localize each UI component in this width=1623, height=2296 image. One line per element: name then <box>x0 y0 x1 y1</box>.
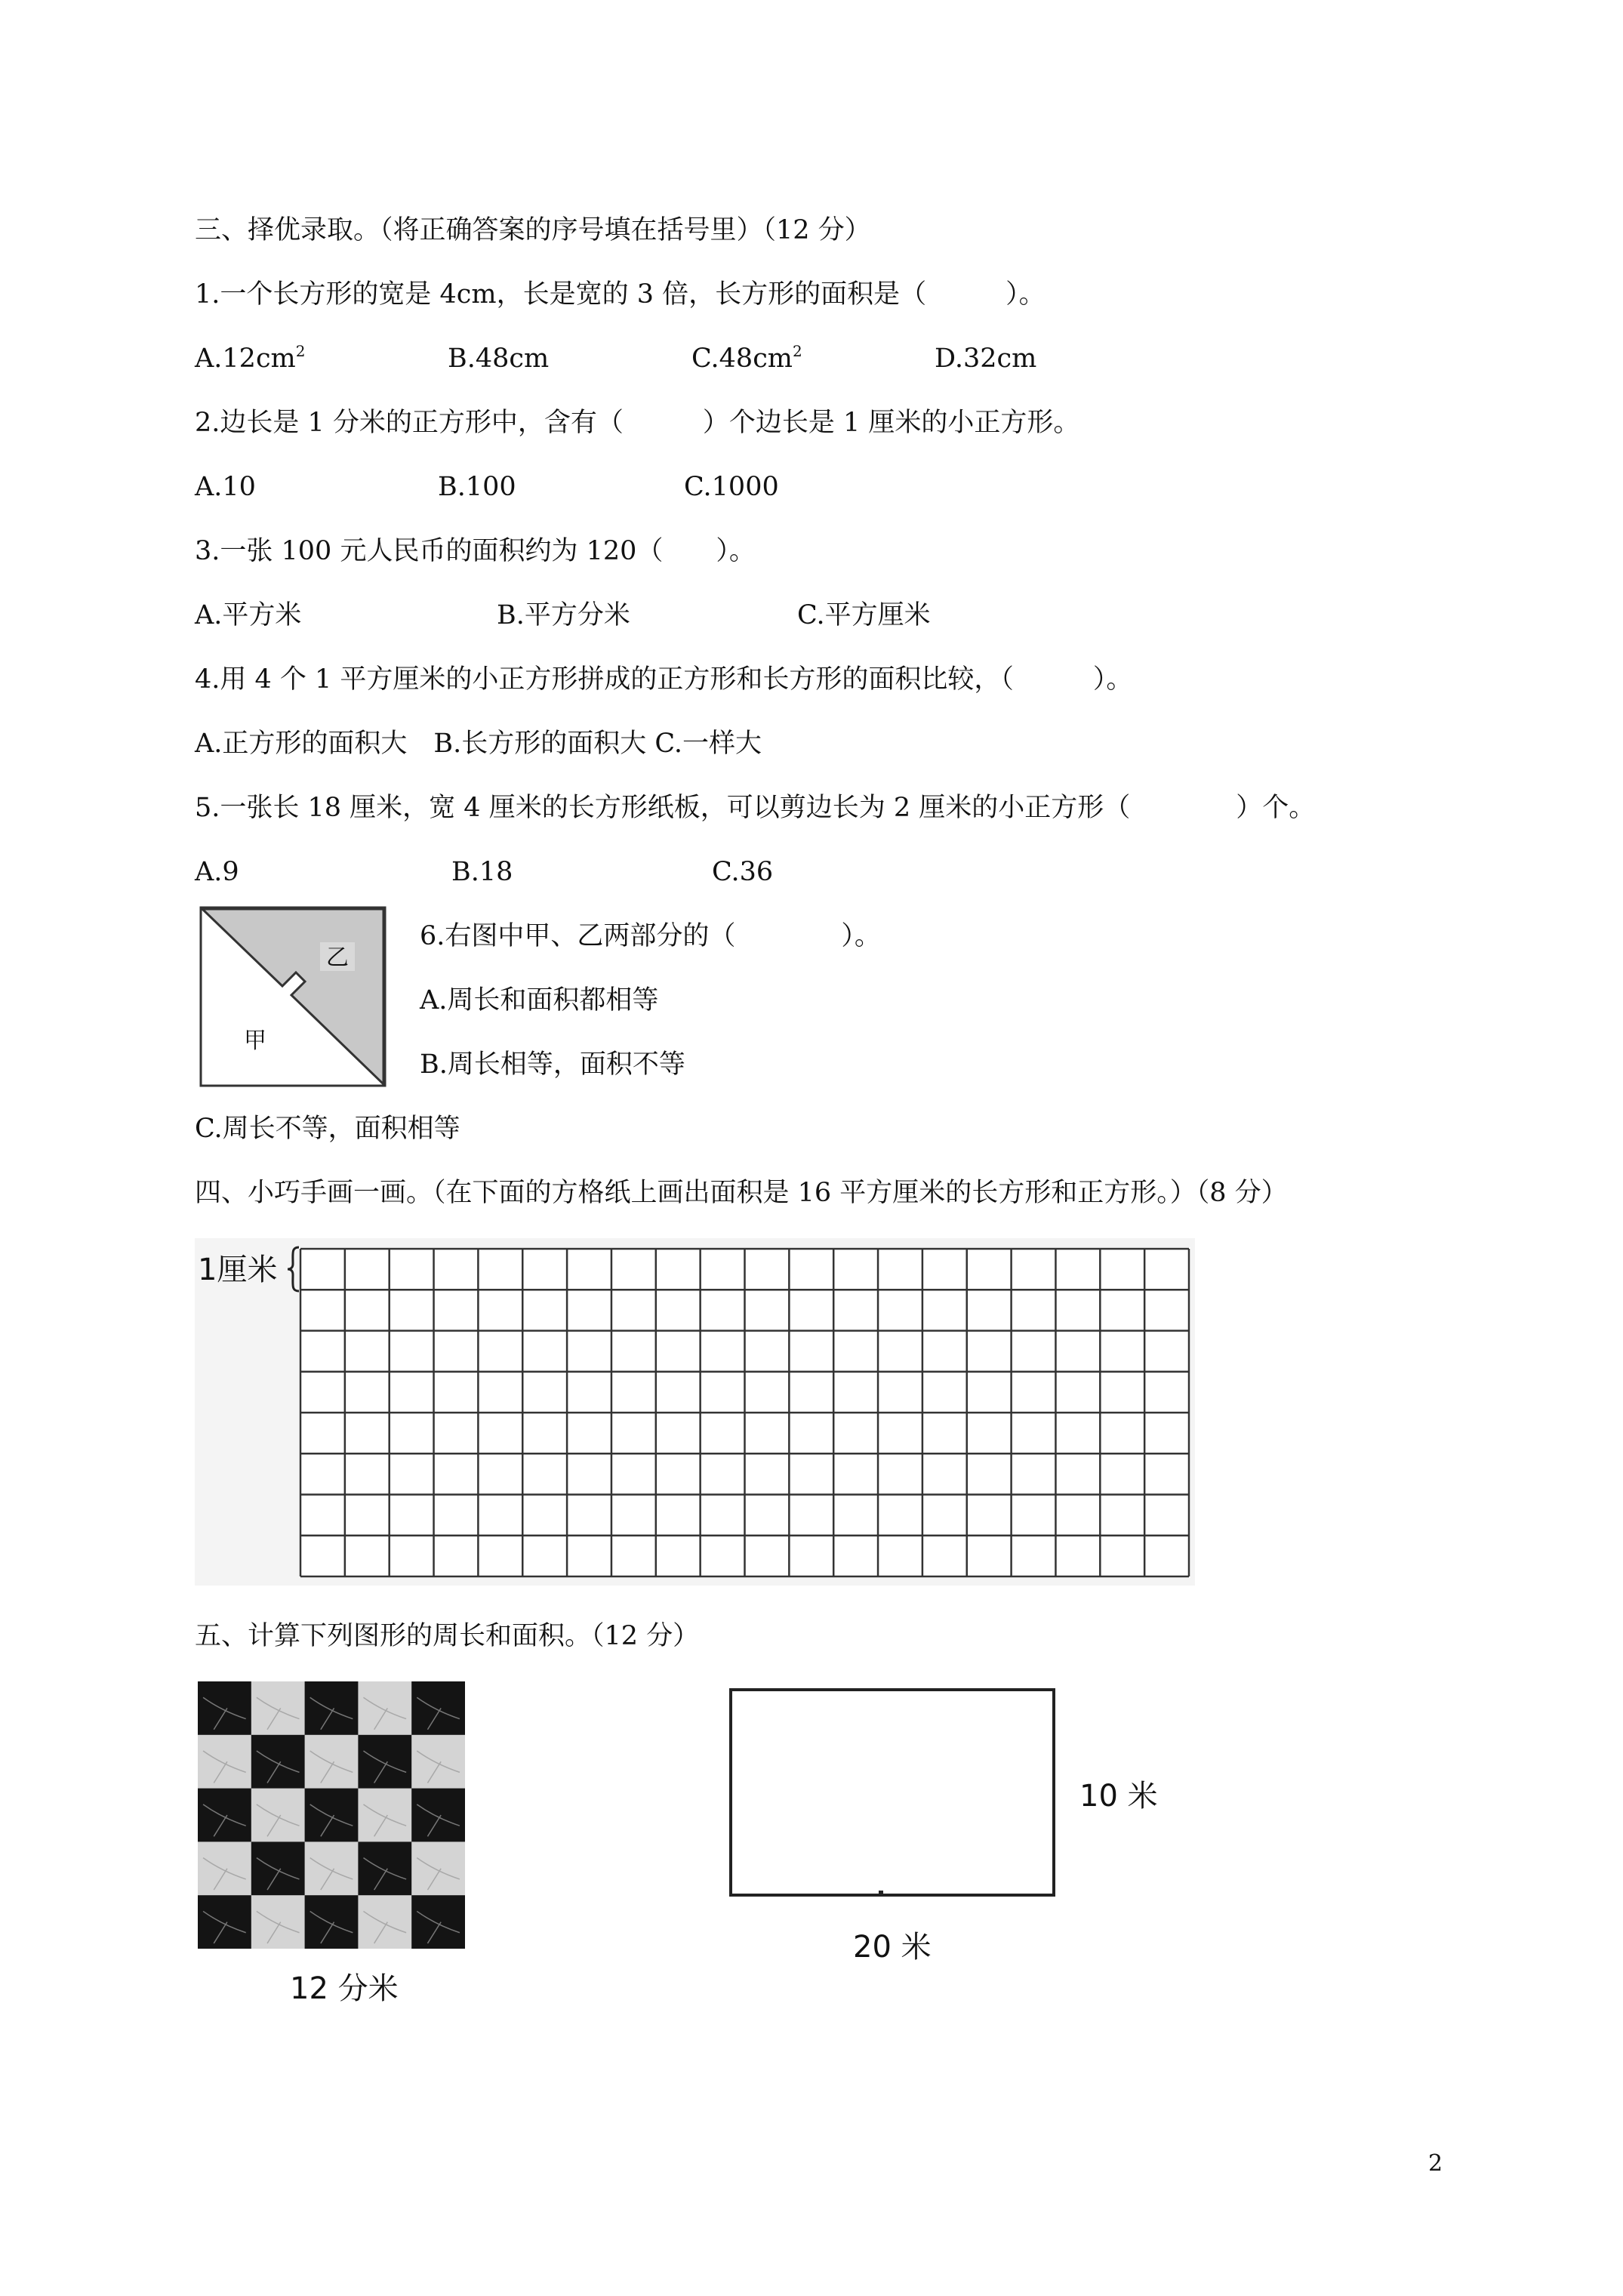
light-marble-tile <box>305 1735 359 1789</box>
q4-options: A.正方形的面积大 B.长方形的面积大 C.一样大 <box>195 729 762 759</box>
q5-option-b: B.18 <box>451 857 513 887</box>
dark-marble-tile <box>411 1895 465 1949</box>
q6-label-jia: 甲 <box>244 1028 266 1054</box>
q3-stem: 3.一张 100 元人民币的面积约为 120（ ）。 <box>195 536 756 566</box>
q2-option-a: A.10 <box>195 472 256 502</box>
dark-marble-tile <box>198 1681 251 1735</box>
light-marble-tile <box>198 1841 251 1895</box>
section-4-title: 四、小巧手画一画。（在下面的方格纸上画出面积是 16 平方厘米的长方形和正方形。）（8 分） <box>195 1178 1288 1208</box>
light-marble-tile <box>251 1681 305 1735</box>
light-marble-tile <box>411 1841 465 1895</box>
rectangle-width-label: 20 米 <box>853 1930 932 1965</box>
dark-marble-tile <box>198 1895 251 1949</box>
q6-option-b: B.周长相等，面积不等 <box>420 1049 685 1080</box>
section-3-title: 三、择优录取。（将正确答案的序号填在括号里）（12 分） <box>195 215 871 245</box>
q1-stem: 1.一个长方形的宽是 4cm，长是宽的 3 倍，长方形的面积是（ ）。 <box>195 279 1046 310</box>
q5-option-c: C.36 <box>712 857 774 887</box>
rectangle-height-label: 10 米 <box>1079 1779 1158 1814</box>
q2-option-b: B.100 <box>438 472 516 502</box>
dark-marble-tile <box>305 1681 359 1735</box>
q1-option-a: $A.12cm^2$ <box>195 342 306 374</box>
q6-option-c: C.周长不等，面积相等 <box>195 1114 460 1144</box>
dark-marble-tile <box>411 1789 465 1842</box>
q5-option-a: A.9 <box>195 857 239 887</box>
square-side-label: 12 分米 <box>290 1971 399 2006</box>
q6-stem: 6.右图中甲、乙两部分的（ ）。 <box>420 921 881 951</box>
q6-figure <box>199 906 387 1087</box>
grid-unit-label: 1厘米 <box>198 1253 278 1287</box>
light-marble-tile <box>198 1735 251 1789</box>
light-marble-tile <box>358 1895 411 1949</box>
q5-stem: 5.一张长 18 厘米，宽 4 厘米的长方形纸板，可以剪边长为 2 厘米的小正方形（ ）个。 <box>195 793 1316 823</box>
q6-option-a: A.周长和面积都相等 <box>420 985 659 1015</box>
grid-paper-area <box>195 1238 1195 1586</box>
light-marble-tile <box>358 1681 411 1735</box>
dark-marble-tile <box>251 1735 305 1789</box>
dark-marble-tile <box>305 1789 359 1842</box>
q1-option-d: D.32cm <box>935 344 1037 374</box>
light-marble-tile <box>251 1895 305 1949</box>
q3-option-a: A.平方米 <box>195 600 302 630</box>
dark-marble-tile <box>358 1841 411 1895</box>
checkerboard-square-figure <box>198 1681 465 1949</box>
q4-stem: 4.用 4 个 1 平方厘米的小正方形拼成的正方形和长方形的面积比较，（ ）。 <box>195 664 1133 695</box>
dark-marble-tile <box>251 1841 305 1895</box>
q1-option-b: B.48cm <box>448 344 550 374</box>
dark-marble-tile <box>198 1789 251 1842</box>
light-marble-tile <box>358 1789 411 1842</box>
light-marble-tile <box>411 1735 465 1789</box>
light-marble-tile <box>251 1789 305 1842</box>
rectangle-figure <box>729 1688 1055 1897</box>
q3-option-c: C.平方厘米 <box>797 600 931 630</box>
dark-marble-tile <box>305 1895 359 1949</box>
q2-option-c: C.1000 <box>684 472 779 502</box>
square-grid[interactable] <box>299 1247 1190 1578</box>
dark-marble-tile <box>411 1681 465 1735</box>
rectangle-bottom-tick <box>879 1891 883 1895</box>
q2-stem: 2.边长是 1 分米的正方形中，含有（ ）个边长是 1 厘米的小正方形。 <box>195 408 1080 438</box>
page-number: 2 <box>1428 2150 1443 2177</box>
q1-option-c: $C.48cm^2$ <box>691 342 802 374</box>
section-5-title: 五、计算下列图形的周长和面积。（12 分） <box>195 1621 700 1651</box>
q3-option-b: B.平方分米 <box>497 600 630 630</box>
q6-label-yi: 乙 <box>326 945 349 971</box>
light-marble-tile <box>305 1841 359 1895</box>
dark-marble-tile <box>358 1735 411 1789</box>
